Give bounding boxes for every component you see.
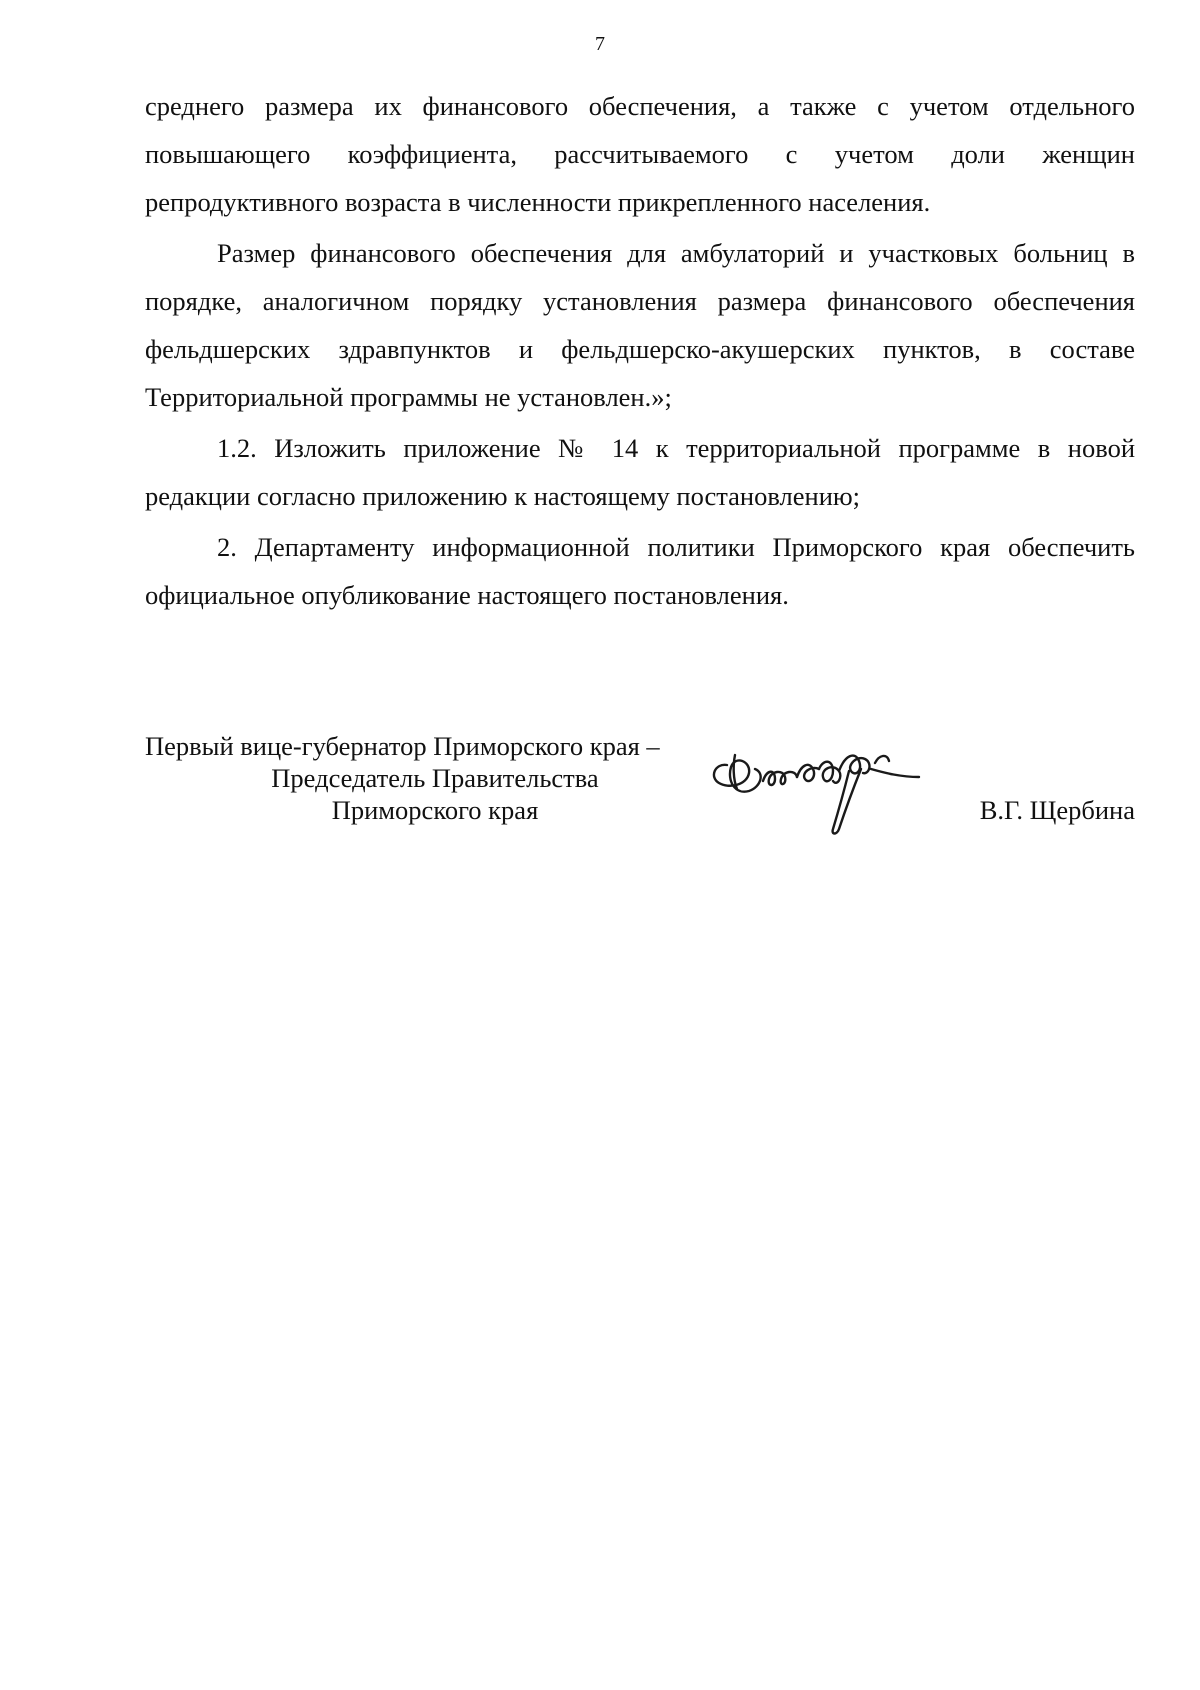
paragraph-item-2: 2. Департаменту информационной политики Приморского края обеспечить официальное опубликование настоящего постановления. [145,532,1135,610]
signatory-title-line3: Приморского края [331,795,539,825]
page-number: 7 [595,33,605,55]
paragraph-continuation: среднего размера их финансового обеспечения, а также с учетом отдельного повышающего коэффициента, рассчитываемого с учетом доли женщин репродуктивного возраста в численности прикрепленного населения. [145,91,1135,217]
signature-block [145,730,1135,860]
paragraph-financing-size: Размер финансового обеспечения для амбулаторий и участковых больниц в порядке, аналогичном порядку установления размера финансового обеспечения фельдшерских здравпунктов и фельдшерско-акушерских пунктов, в составе Территориальной программы не установлен.»; [145,238,1135,412]
signatory-title [145,730,725,826]
handwritten-signature [705,725,965,845]
signer-name: В.Г. Щербина [979,795,1135,825]
paragraph-item-1-2: 1.2. Изложить приложение № 14 к территориальной программе в новой редакции согласно приложению к настоящему постановлению; [145,433,1135,511]
signatory-title-line2: Председатель Правительства [271,763,599,793]
document-body [145,82,1135,619]
signatory-title-line1: Первый вице-губернатор Приморского края – [145,731,660,761]
